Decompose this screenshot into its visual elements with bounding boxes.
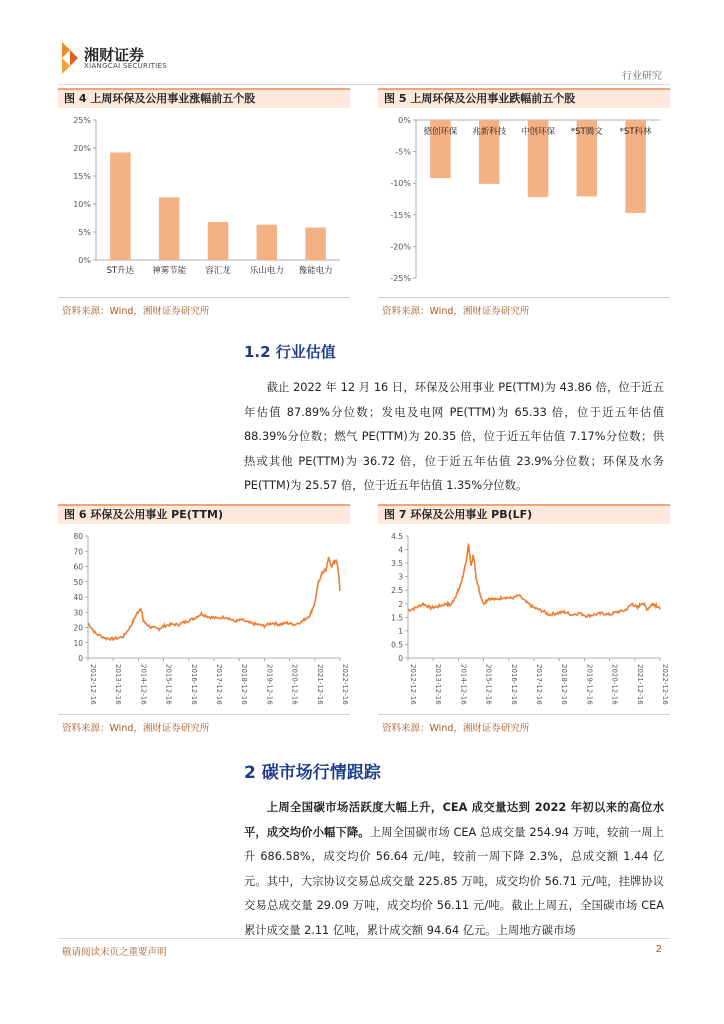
section-2-heading: 2 碳市场行情跟踪 bbox=[244, 763, 381, 783]
y-tick-label: 10 bbox=[73, 638, 83, 648]
x-tick-label: 2021-12-16 bbox=[315, 664, 324, 705]
section-1-2-paragraph: 截止 2022 年 12 月 16 日，环保及公用事业 PE(TTM)为 43.86 倍，位于近五年估值 87.89%分位数；发电及电网 PE(TTM)为 65.33 倍，位于近五年估值 88.39%分位数；燃气 PE(TTM)为 20.35 倍，位于近五年估值 7.17%分位数；供热或其他 PE(TTM)为 36.72 倍，位于近五年估值 23.9%分位数；环保及水务 PE(TTM)为 25.57 倍，位于近五年估值 1.35%分位数。 bbox=[244, 381, 664, 492]
y-tick-label: -25% bbox=[390, 274, 411, 283]
x-tick-label: 2018-12-16 bbox=[560, 664, 569, 705]
x-tick-label: 2014-12-16 bbox=[139, 664, 148, 705]
y-tick-label: 30 bbox=[73, 608, 83, 618]
y-tick-label: -15% bbox=[390, 210, 411, 220]
footer-disclaimer: 敬请阅读末页之重要声明 bbox=[62, 947, 167, 958]
y-tick-label: 25% bbox=[73, 116, 91, 125]
fig6-title: 图 6 环保及公用事业 PE(TTM) bbox=[58, 504, 350, 524]
category-label: 乐山电力 bbox=[249, 266, 284, 276]
y-tick-label: 50 bbox=[73, 577, 83, 587]
report-type-label: 行业研究 bbox=[622, 71, 662, 82]
x-tick-label: 2017-12-16 bbox=[535, 664, 543, 705]
x-tick-label: 2018-12-16 bbox=[240, 664, 249, 705]
x-tick-label: 2012-12-16 bbox=[409, 664, 417, 705]
y-tick-label: 4.5 bbox=[391, 532, 403, 541]
bar bbox=[208, 222, 228, 260]
category-label: 中创环保 bbox=[520, 127, 556, 137]
bar bbox=[159, 197, 179, 260]
logo-text-en: XIANGCAI SECURITIES bbox=[84, 62, 167, 70]
x-tick-label: 2016-12-16 bbox=[189, 664, 198, 705]
category-label: *ST科林 bbox=[619, 127, 652, 137]
bar bbox=[257, 225, 277, 260]
x-tick-label: 2021-12-16 bbox=[635, 664, 644, 705]
x-tick-label: 2022-12-16 bbox=[661, 664, 669, 705]
y-tick-label: 0% bbox=[398, 116, 411, 125]
x-tick-label: 2015-12-16 bbox=[164, 664, 173, 705]
bar bbox=[110, 152, 130, 260]
fig6-source-divider bbox=[58, 714, 350, 715]
y-tick-label: 60 bbox=[73, 562, 83, 572]
x-tick-label: 2017-12-16 bbox=[215, 664, 223, 705]
x-tick-label: 2019-12-16 bbox=[265, 664, 274, 705]
y-tick-label: 2.5 bbox=[391, 586, 403, 596]
page-number: 2 bbox=[655, 944, 662, 955]
x-tick-label: 2013-12-16 bbox=[114, 664, 123, 705]
section-2-paragraph bbox=[244, 796, 664, 943]
y-tick-label: 40 bbox=[73, 593, 83, 602]
fig6-line-chart bbox=[58, 526, 350, 708]
y-tick-label: 3.5 bbox=[391, 559, 403, 569]
y-tick-label: 80 bbox=[73, 532, 83, 541]
section-2-body: 上周全国碳市场 CEA 总成交量 254.94 万吨，较前一周上升 686.58%，成交均价 56.64 元/吨，较前一周下降 2.3%，总成交额 1.44 亿元。其中，大宗协议交易总成交量 225.85 万吨，成交均价 56.71 元/吨，挂牌协议交易总成交量 29.09 万吨，成交均价 56.11 元/吨。截止上周五，全国碳市场 CEA 累计成交量 2.11 亿吨，累计成交额 94.64 亿元。上周地方碳市场 bbox=[244, 825, 664, 937]
x-tick-label: 2014-12-16 bbox=[459, 664, 468, 705]
category-label: 神雾节能 bbox=[152, 266, 187, 276]
fig5-title: 图 5 上周环保及公用事业跌幅前五个股 bbox=[378, 88, 670, 108]
fig6-source: 资料来源：Wind，湘财证券研究所 bbox=[62, 723, 210, 734]
y-tick-label: 2 bbox=[398, 599, 403, 609]
fig7-source-divider bbox=[378, 714, 670, 715]
fig7-title: 图 7 环保及公用事业 PB(LF) bbox=[378, 504, 670, 524]
y-tick-label: 5% bbox=[78, 228, 91, 237]
category-label: 豫能电力 bbox=[298, 266, 333, 276]
y-tick-label: 1 bbox=[398, 626, 403, 636]
category-label: 兆新科技 bbox=[472, 127, 507, 137]
x-tick-label: 2019-12-16 bbox=[585, 664, 594, 705]
fig5-source: 资料来源：Wind，湘财证券研究所 bbox=[382, 306, 530, 317]
bar bbox=[305, 228, 325, 260]
fig4-source-divider bbox=[58, 297, 350, 298]
section-2-lead-bold: 上周全国碳市场活跃度大幅上升，CEA 成交量达到 2022 年初以来的高位水平，成交均价小幅下降。 bbox=[244, 801, 664, 839]
y-tick-label: 0% bbox=[78, 256, 91, 265]
x-tick-label: 2022-12-16 bbox=[341, 664, 349, 705]
y-tick-label: 20% bbox=[73, 144, 91, 153]
x-tick-label: 2012-12-16 bbox=[89, 664, 97, 705]
logo-mark-icon bbox=[58, 40, 82, 76]
x-tick-label: 2020-12-16 bbox=[610, 664, 619, 705]
y-tick-label: 1.5 bbox=[391, 613, 403, 623]
y-tick-label: -20% bbox=[390, 242, 411, 252]
fig4-bar-chart bbox=[58, 110, 350, 292]
series-line bbox=[88, 557, 340, 640]
fig4-source: 资料来源：Wind，湘财证券研究所 bbox=[62, 306, 210, 317]
header-divider bbox=[58, 84, 670, 85]
y-tick-label: 20 bbox=[73, 623, 83, 633]
x-tick-label: 2015-12-16 bbox=[484, 664, 493, 705]
category-label: 容汇龙 bbox=[205, 266, 231, 276]
y-tick-label: 0.5 bbox=[391, 640, 403, 650]
fig5-bar-chart bbox=[378, 110, 670, 292]
fig4-title: 图 4 上周环保及公用事业涨幅前五个股 bbox=[58, 88, 350, 108]
series-line bbox=[408, 545, 660, 617]
y-tick-label: 10% bbox=[73, 200, 91, 209]
x-tick-label: 2016-12-16 bbox=[509, 664, 518, 705]
fig5-source-divider bbox=[378, 297, 670, 298]
y-tick-label: 70 bbox=[73, 547, 83, 557]
y-tick-label: 0 bbox=[398, 654, 403, 663]
y-tick-label: 15% bbox=[73, 172, 91, 181]
y-tick-label: 3 bbox=[398, 572, 403, 582]
x-tick-label: 2013-12-16 bbox=[434, 664, 443, 705]
fig7-source: 资料来源：Wind，湘财证券研究所 bbox=[382, 723, 530, 734]
fig7-line-chart bbox=[378, 526, 670, 708]
category-label: ST升达 bbox=[106, 266, 135, 276]
category-label: 德创环保 bbox=[423, 127, 458, 137]
footer-divider bbox=[58, 938, 670, 939]
y-tick-label: 0 bbox=[78, 654, 83, 663]
logo-text-cn: 湘财证券 bbox=[84, 46, 145, 64]
section-1-2-heading: 1.2 行业估值 bbox=[244, 343, 336, 361]
y-tick-label: -5% bbox=[395, 147, 411, 157]
y-tick-label: -10% bbox=[390, 179, 411, 189]
y-tick-label: 4 bbox=[398, 545, 403, 555]
x-tick-label: 2020-12-16 bbox=[290, 664, 299, 705]
category-label: *ST腾文 bbox=[570, 127, 603, 137]
